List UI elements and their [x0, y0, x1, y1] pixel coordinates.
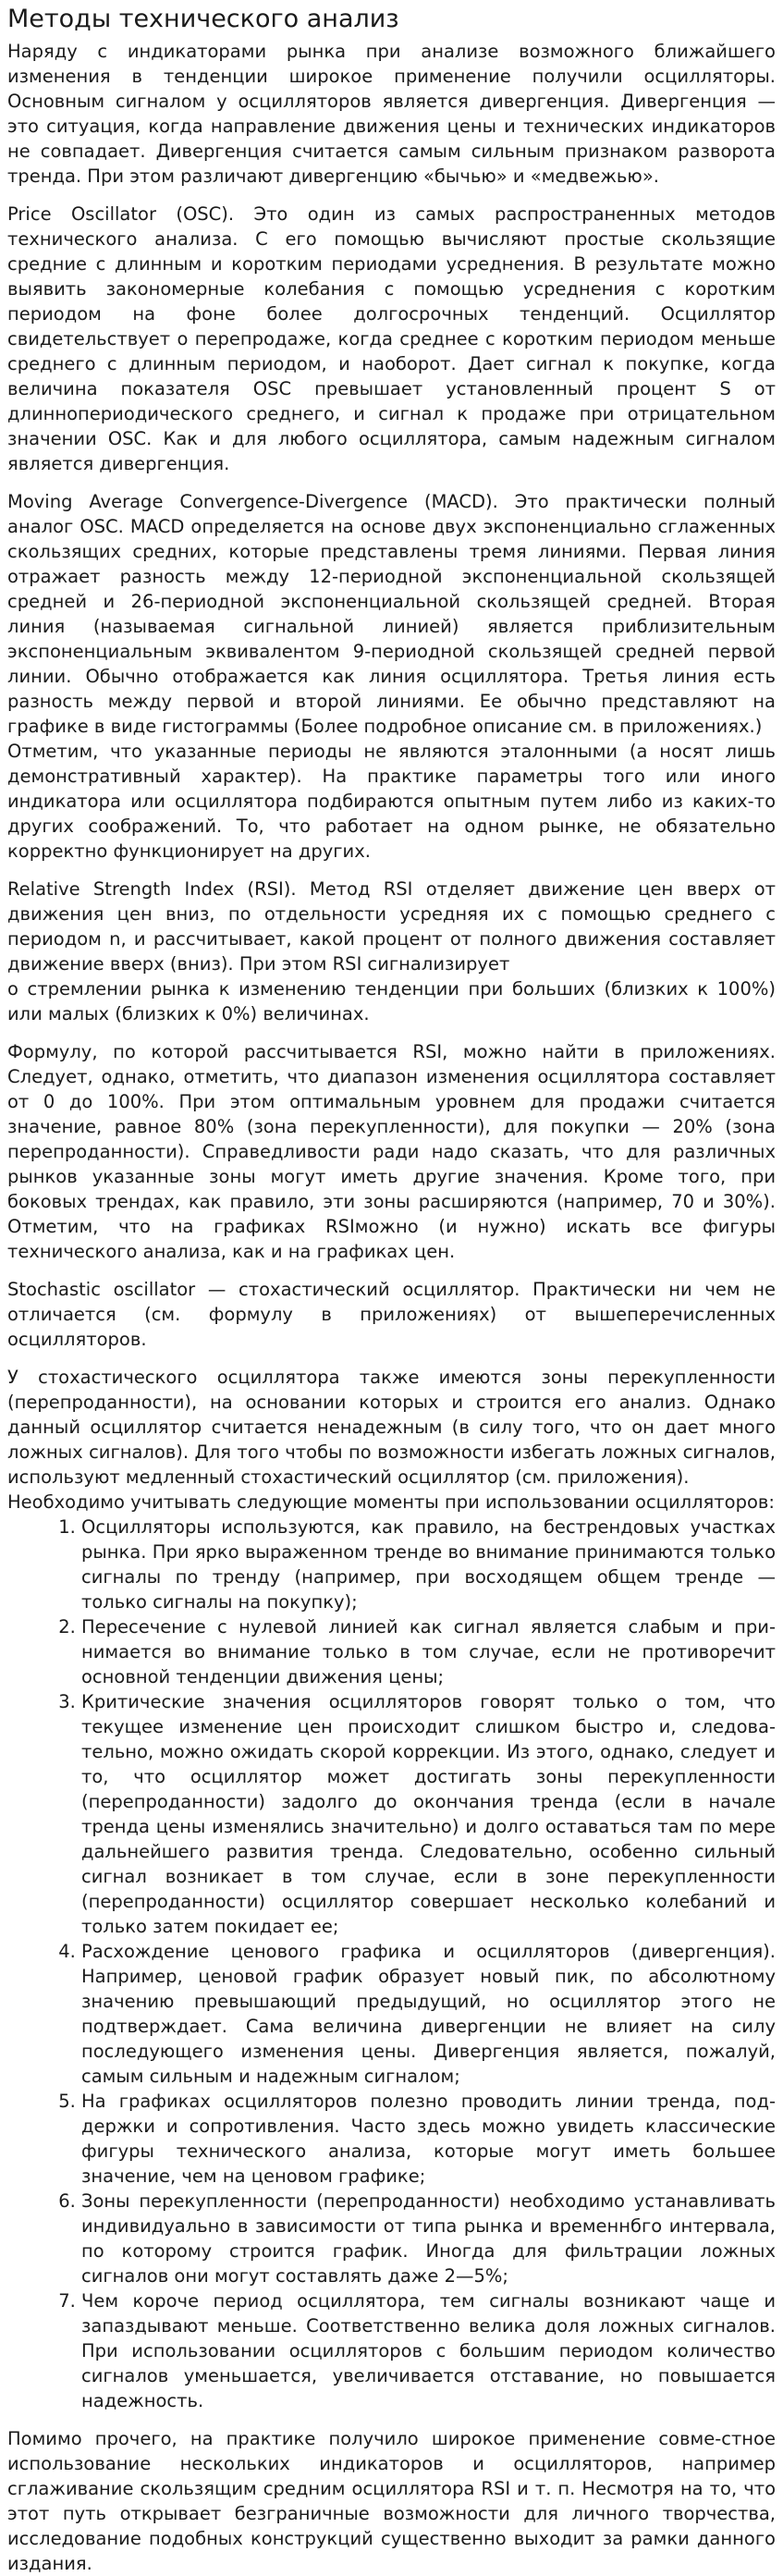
paragraph-stochastic: Stochastic oscillator — стохастический осциллятор. Практически ни чем не отличается (см. формулу в приложениях) от вышеперечисленных осцилляторов. [7, 1279, 776, 1350]
oscillator-guidelines-list [7, 1515, 776, 2413]
list-item: 4. Расхождение ценового графика и осцилляторов (дивергенция). Например, ценовой график образует новый пик, по абсолютному значению превышающий предыдущий, но осциллятор этого не подтверждает. Сама величина дивергенции не влияет на силу последующего изменения цены. Дивергенция является, пожалуй, самым сильным и надежным сигналом; [81, 1939, 776, 2089]
list-item: 1. Осцилляторы используются, как правило, на бестрендовых участках рынка. При ярко выраженном тренде во внимание принимаются только сигналы по тренду (например, при восходящем общем тренде — только сигналы на покупку); [81, 1515, 776, 1614]
paragraph-intro: Наряду с индикаторами рынка при анализе возможного ближайшего изменения в тенденции широкое применение получили осцилляторы. Основным сигналом у осцилляторов является дивергенция. Дивергенция — это ситуация, когда направление движения цены и технических индикаторов не совпадает. Дивергенция считается самым сильным признаком разворота тренда. При этом различают дивергенцию «бычью» и «медвежью». [7, 41, 776, 187]
list-item: 2. Пересечение с нулевой линией как сигнал является слабым и при-нимается во внимание только в том случае, если не противоречит основной тенденции движения цены; [81, 1614, 776, 1689]
list-item: 5. На графиках осцилляторов полезно проводить линии тренда, под-держки и сопротивления. Часто здесь можно увидеть классические фигуры технического анализа, которые могут иметь большее значение, чем на ценовом графике; [81, 2089, 776, 2189]
paragraph-rsi-signal: о стремлении рынка к изменению тенденции при больших (близких к 100%) или малых (близких к 0%) величинах. [7, 978, 776, 1024]
paragraph-rsi: Relative Strength Index (RSI). Метод RSI отделяет движение цен вверх от движения цен вниз, по отдельности усредняя их с помощью среднего с периодом n, и рассчитывает, какой процент от полного движения составляет движение вверх (вниз). При этом RSI сигнализирует [7, 878, 776, 975]
list-item: 7. Чем короче период осциллятора, тем сигналы возникают чаще и запаздывают меньше. Соответственно велика доля ложных сигналов. При использовании осцилляторов с большим периодом количество сигналов уменьшается, увеличивается отставание, но повышается надежность. [81, 2288, 776, 2413]
list-item: 3. Критические значения осцилляторов говорят только о том, что текущее изменение цен происходит слишком быстро и, следова-тельно, можно ожидать скорой коррекции. Из этого, однако, следует и то, что осциллятор может достигать зоны перекупленности (перепроданности) задолго до окончания тренда (если в начале тренда цены изменялись значительно) и долго оставаться там по мере дальнейшего развития тренда. Следовательно, особенно сильный сигнал возникает в том случае, если в зоне перекупленности (перепроданности) осциллятор совершает несколько колебаний и только затем покидает ее; [81, 1689, 776, 1939]
paragraph-list-intro: Необходимо учитывать следующие моменты при использовании осцилляторов: [7, 1491, 775, 1513]
paragraph-stochastic-zones: У стохастического осциллятора также имеются зоны перекупленности (перепроданности), на основании которых и строится его анализ. Однако данный осциллятор считается ненадежным (в силу того, что он дает много ложных сигналов). Для того чтобы по возможности избегать ложных сигналов, используют медленный стохастический осциллятор (см. приложения). [7, 1367, 776, 1488]
page-title: Методы технического анализ [7, 5, 399, 33]
list-item: 6. Зоны перекупленности (перепроданности) необходимо устанавливать индивидуально в зависимости от типа рынка и временнбго интервала, по которому строится график. Иногда для фильтрации ложных сигналов они могут составлять даже 2—5%; [81, 2189, 776, 2288]
paragraph-closing: Помимо прочего, на практике получило широкое применение совме-стное использование нескольких индикаторов и осцилляторов, например сглаживание скользящим средним осциллятора RSI и т. п. Несмотря на то, что этот путь открывает безграничные возможности для личного творчества, исследование подобных конструкций существенно выходит за рамки данного издания. [7, 2428, 776, 2574]
paragraph-rsi-formula: Формулу, по которой рассчитывается RSI, можно найти в приложениях. Следует, однако, отметить, что диапазон изменения осциллятора составляет от 0 до 100%. При этом оптимальным уровнем для продажи считается значение, равное 80% (зона перекупленности), для покупки — 20% (зона перепроданности). Справедливости ради надо сказать, что для различных рынков указанные зоны могут иметь другие значения. Кроме того, при боковых трендах, как правило, эти зоны расширяются (например, 70 и 30%). Отметим, что на графиках RSIможно (и нужно) искать все фигуры технического анализа, как и на графиках цен. [7, 1041, 776, 1262]
paragraph-osc: Price Oscillator (OSC). Это один из самых распространенных методов технического анализа. С его помощью вычисляют простые скользящие средние с длинным и коротким периодами усреднения. В результате можно выявить закономерные колебания с помощью усреднения с коротким периодом на фоне более долгосрочных тенденций. Осциллятор свидетельствует о перепродаже, когда среднее с коротким периодом меньше среднего с длинным периодом, и наоборот. Дает сигнал к покупке, когда величина показателя OSC превышает установленный процент S от длиннопериодического среднего, и сигнал к продаже при отрицательном значении OSC. Как и для любого осциллятора, самым надежным сигналом является дивергенция. [7, 203, 776, 474]
paragraph-periods-note: Отметим, что указанные периоды не являются эталонными (а носят лишь демонстративный характер). На практике параметры того или иного индикатора или осциллятора подбираются опытным путем либо из каких-то других соображений. То, что работает на одном рынке, не обязательно корректно функционирует на других. [7, 741, 776, 862]
paragraph-macd: Moving Average Convergence-Divergence (MACD). Это практически полный аналог OSC. MACD определяется на основе двух экспоненциально сглаженных скользящих средних, которые представлены тремя линиями. Первая линия отражает разность между 12-периодной экспоненциальной скользящей средней и 26-периодной экспоненциальной скользящей средней. Вторая линия (называемая сигнальной линией) является приблизительным экспоненциальным эквивалентом 9-периодной скользящей средней первой линии. Обычно отображается как линия осциллятора. Третья линия есть разность между первой и второй линиями. Ее обычно представляют на графике в виде гистограммы (Более подробное описание см. в приложениях.) [7, 491, 776, 737]
